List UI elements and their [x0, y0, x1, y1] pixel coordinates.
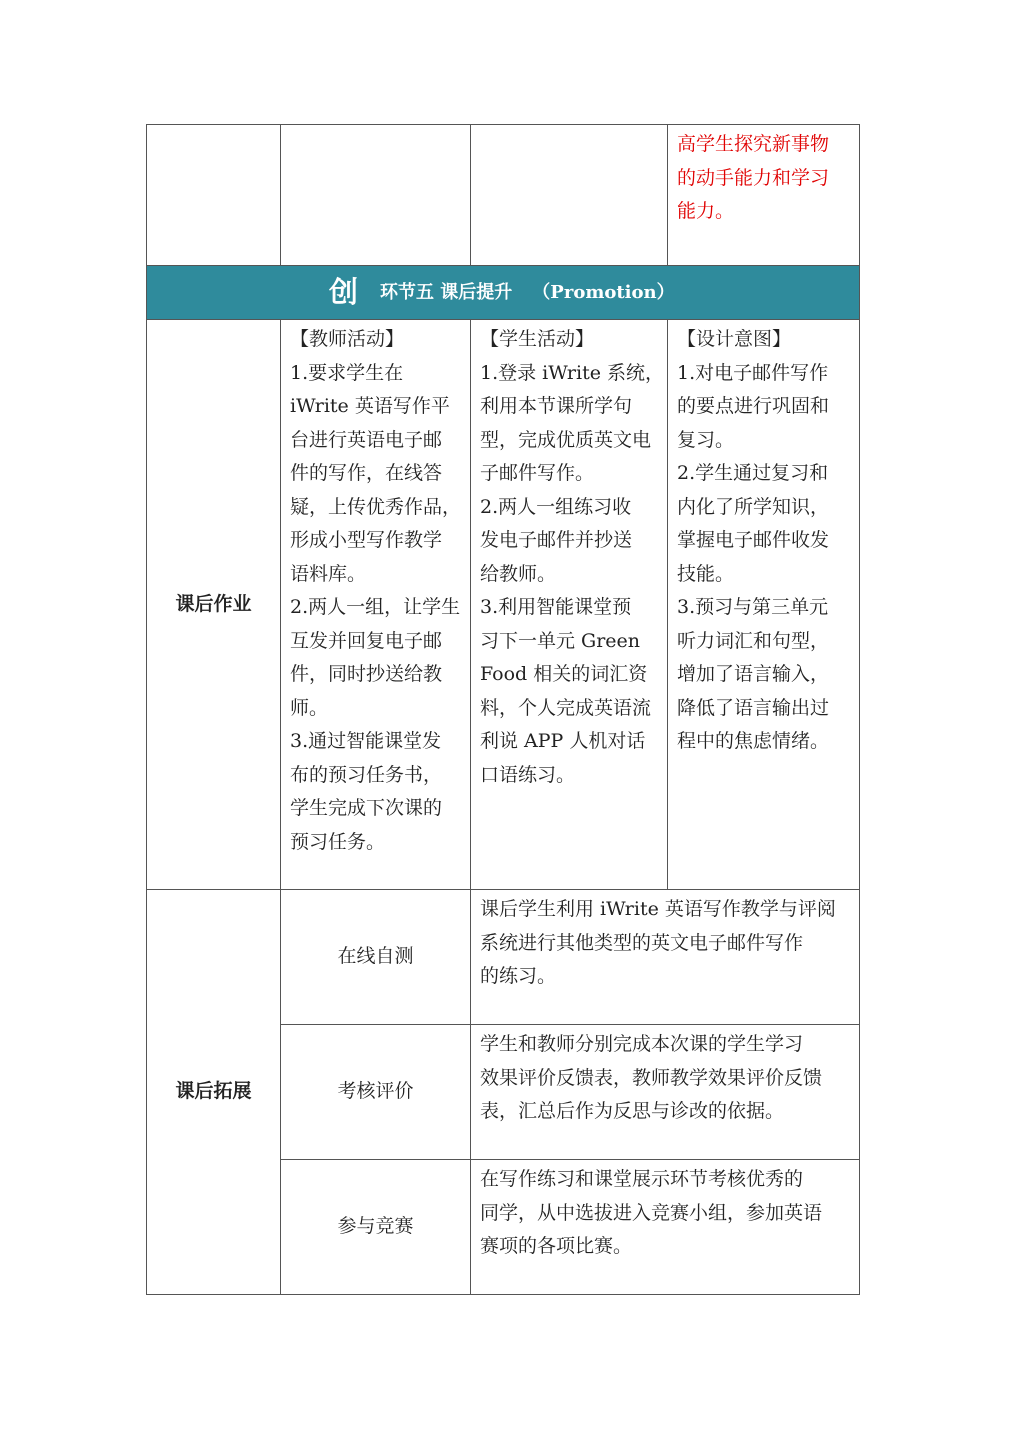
- text-line: 子邮件写作。: [480, 462, 595, 484]
- text-line: 布的预习任务书，: [290, 763, 443, 786]
- extension-item-desc: [471, 890, 860, 1025]
- text-line: 1.要求学生在: [290, 361, 404, 384]
- text-line: 内化了所学知识，: [677, 495, 830, 518]
- text-line: 3.利用智能课堂预: [480, 596, 632, 618]
- text-line: 2.两人一组练习收: [480, 495, 632, 518]
- student-activity-cell: [471, 320, 668, 890]
- extension-item-name: 考核评价: [281, 1025, 471, 1160]
- text-line: 互发并回复电子邮: [290, 629, 443, 652]
- text-line: 料，个人完成英语流: [480, 696, 652, 719]
- text-line: 增加了语言输入，: [677, 663, 830, 685]
- text-line: 高学生探究新事物: [677, 133, 830, 155]
- empty-cell: [147, 125, 281, 266]
- text-line: 2.学生通过复习和: [677, 462, 829, 484]
- text-line: 同学，从中选拔进入竞赛小组，参加英语: [480, 1201, 823, 1224]
- text-line: 赛项的各项比赛。: [480, 1235, 633, 1257]
- text-line: 利说 APP 人机对话: [480, 730, 646, 752]
- section-banner: [147, 266, 860, 320]
- text-line: 台进行英语电子邮: [290, 428, 443, 451]
- design-intent-continued: [668, 125, 860, 266]
- lesson-plan-table: [146, 124, 860, 1295]
- text-line: 程中的焦虑情绪。: [677, 730, 830, 752]
- text-line: 表，汇总后作为反思与诊改的依据。: [480, 1100, 785, 1122]
- text-line: 系统进行其他类型的英文电子邮件写作: [480, 931, 804, 954]
- text-line: 【学生活动】: [480, 328, 595, 350]
- text-line: 的动手能力和学习: [677, 166, 830, 189]
- text-line: 【教师活动】: [290, 328, 405, 350]
- text-line: 技能。: [677, 562, 735, 585]
- homework-row: [147, 320, 860, 890]
- homework-label: 课后作业: [147, 320, 281, 890]
- text-line: iWrite 英语写作平: [290, 395, 450, 417]
- extension-label: 课后拓展: [147, 890, 281, 1295]
- section-banner-row: [147, 266, 860, 320]
- section-glyph: 创: [329, 274, 359, 309]
- extension-row: [147, 890, 860, 1025]
- section-english-title: （Promotion）: [532, 281, 675, 303]
- empty-cell: [471, 125, 668, 266]
- text-line: 件的写作，在线答: [290, 462, 443, 484]
- continued-row: [147, 125, 860, 266]
- text-line: 效果评价反馈表，教师教学效果评价反馈: [480, 1066, 823, 1089]
- text-line: 1.对电子邮件写作: [677, 361, 829, 384]
- text-line: 在写作练习和课堂展示环节考核优秀的: [480, 1168, 804, 1190]
- text-line: Food 相关的词汇资: [480, 663, 648, 685]
- extension-item-name: 参与竞赛: [281, 1160, 471, 1295]
- text-line: 给教师。: [480, 562, 557, 585]
- text-line: 复习。: [677, 428, 735, 451]
- text-line: 语料库。: [290, 562, 367, 585]
- section-title: 环节五 课后提升: [380, 281, 513, 303]
- text-line: 师。: [290, 696, 329, 719]
- text-line: 的要点进行巩固和: [677, 395, 830, 417]
- text-line: 掌握电子邮件收发: [677, 529, 830, 551]
- text-line: 【设计意图】: [677, 328, 792, 350]
- teacher-activity-cell: [281, 320, 471, 890]
- text-line: 3.预习与第三单元: [677, 596, 829, 618]
- text-line: 课后学生利用 iWrite 英语写作教学与评阅: [480, 898, 836, 920]
- text-line: 型，完成优质英文电: [480, 428, 652, 451]
- text-line: 预习任务。: [290, 830, 386, 853]
- text-line: 听力词汇和句型，: [677, 629, 830, 652]
- extension-item-name: 在线自测: [281, 890, 471, 1025]
- text-line: 习下一单元 Green: [480, 629, 641, 652]
- text-line: 口语练习。: [480, 763, 576, 786]
- text-line: 发电子邮件并抄送: [480, 529, 633, 551]
- text-line: 2.两人一组，让学生: [290, 596, 461, 618]
- text-line: 利用本节课所学句: [480, 395, 633, 417]
- text-line: 件，同时抄送给教: [290, 663, 443, 685]
- design-intent-cell: [668, 320, 860, 890]
- text-line: 3.通过智能课堂发: [290, 730, 442, 752]
- text-line: 的练习。: [480, 965, 557, 987]
- empty-cell: [281, 125, 471, 266]
- text-line: 1.登录 iWrite 系统，: [480, 361, 664, 384]
- text-line: 学生和教师分别完成本次课的学生学习: [480, 1033, 804, 1055]
- text-line: 形成小型写作教学: [290, 529, 443, 551]
- extension-item-desc: [471, 1025, 860, 1160]
- extension-item-desc: [471, 1160, 860, 1295]
- text-line: 能力。: [677, 200, 735, 222]
- text-line: 降低了语言输出过: [677, 696, 830, 719]
- text-line: 疑，上传优秀作品，: [290, 495, 462, 518]
- text-line: 学生完成下次课的: [290, 797, 443, 819]
